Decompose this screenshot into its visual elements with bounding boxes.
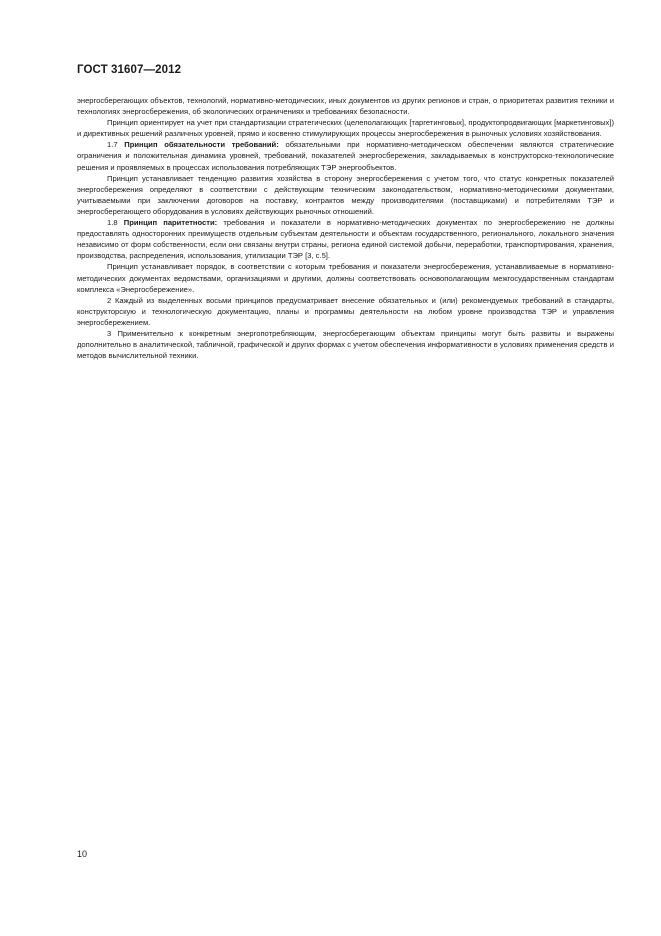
section-text: требования и показатели в нормативно-методических документах по энергосбережению не должны предоставлять односторонних преимуществ отдельным субъектам деятельности и объектам государственного, регионального, локального значения независимо от форм собственности, если они связаны внутри страны, региона единой системой добычи, переработки, транспортирования, хранения, производства, распределения, использования, утилизации ТЭР [3, с.5]. [77, 218, 614, 261]
document-body [77, 95, 614, 361]
paragraph-note-3: 3 Применительно к конкретным энергопотребляющим, энергосберегающим объектам принципы могут быть развиты и выражены дополнительно в аналитической, табличной, графической и других формах с учетом обеспечения информативности в условиях применения средств и методов вычислительной техники. [77, 328, 614, 361]
paragraph-principle-tendency: Принцип устанавливает тенденцию развития хозяйства в сторону энергосбережения с учетом того, что статус конкретных показателей энергосбережения определяют в соответствии с действующим техническим законодательством, нормативно-методическими документами, учитываемыми при заключении договоров на поставку, контрактов между производителями (поставщиками) и потребителями ТЭР и энергосберегающего оборудования в условиях действующих рыночных отношений. [77, 173, 614, 216]
section-heading: Принцип обязательности требований: [124, 140, 279, 150]
paragraph-principle-order: Принцип устанавливает порядок, в соответствии с которым требования и показатели энергосбережения, устанавливаемые в нормативно-методических документах ведомствами, организациями и другими, должны соответствовать основополагающим межгосударственным стандартам комплекса «Энергосбережение». [77, 262, 614, 294]
section-text: обязательными при нормативно-методическом обеспечении являются стратегические ограничения и положительная динамика уровней, требований, показателей энергосбережения, закладываемых в конструкторско-технологические решения и проявляемых в процессах использования потребляющих ТЭР энергообъектов. [77, 140, 614, 172]
paragraph-note-2: 2 Каждый из выделенных восьми принципов предусматривает внесение обязательных и (или) рекомендуемых требований в стандарты, конструкторскую и технологическую документацию, планы и программы деятельности на любом уровне производства ТЭР и управления энергосбережением. [77, 295, 614, 327]
document-header: ГОСТ 31607—2012 [77, 64, 182, 76]
section-number: 1.7 [107, 140, 118, 150]
page-number: 10 [77, 849, 88, 859]
paragraph-continuation: энергосберегающих объектов, технологий, нормативно-методических, иных документов из других регионов и стран, о приоритетах развития техники и технологиях энергосбережения, об экологических ограничениях и требованиях безопасности. [77, 96, 614, 117]
paragraph-section-1-7 [77, 139, 614, 172]
paragraph-section-1-8 [77, 217, 614, 261]
paragraph-principle-orientation: Принцип ориентирует на учет при стандартизации стратегических (целеполагающих [таргетинговых], продуктопродвигающих [маркетинговых]) и директивных решений различных уровней, прямо и косвенно стимулирующих процессы энергосбережения в рыночных условиях хозяйствования. [77, 118, 614, 139]
section-heading: Принцип паритетности: [123, 218, 218, 228]
section-number: 1.8 [107, 218, 118, 228]
